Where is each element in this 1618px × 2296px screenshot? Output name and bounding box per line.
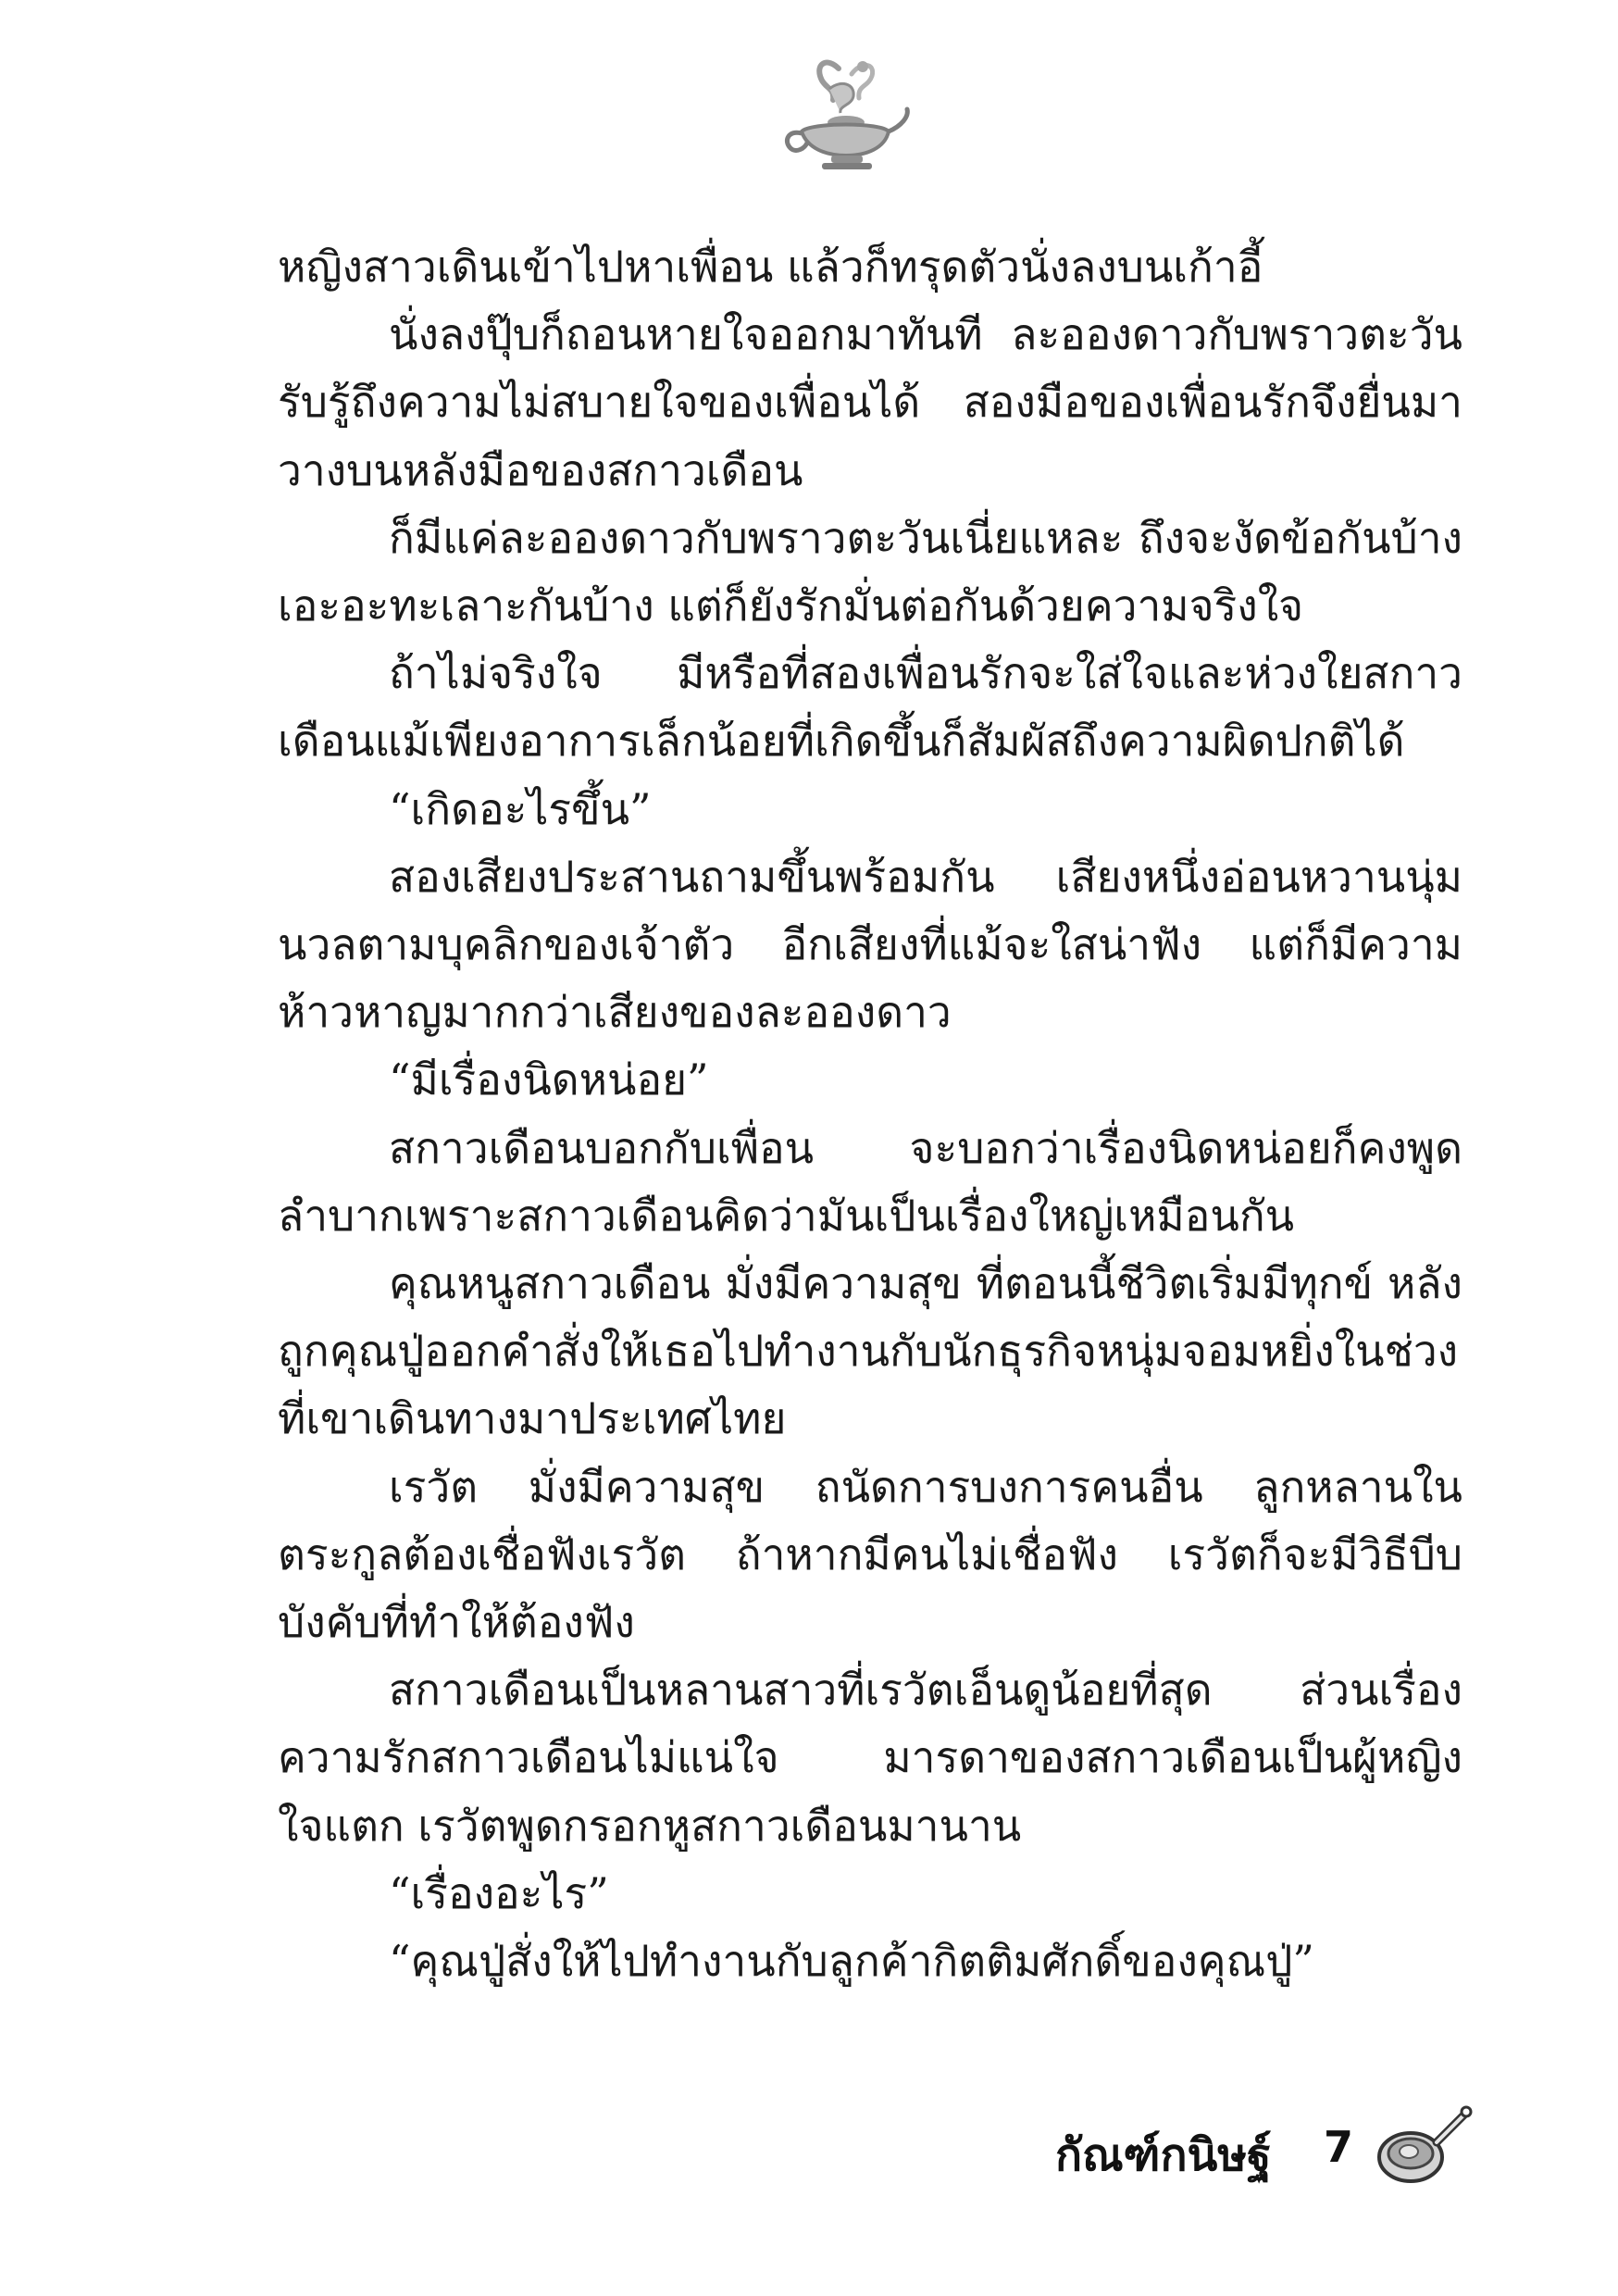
frying-pan-icon: [1372, 2100, 1474, 2192]
paragraph: ถ้าไม่จริงใจ มีหรือที่สองเพื่อนรักจะใส่ใจและห่วงใยสกาวเดือนแม้เพียงอาการเล็กน้อยที่เกิดขึ้นก็สัมผัสถึงความผิดปกติได้: [278, 648, 1462, 767]
paragraph: ก็มีแค่ละอองดาวกับพราวตะวันเนี่ยแหละ ถึงจะงัดข้อกันบ้างเอะอะทะเลาะกันบ้าง แต่ก็ยังรักมั่นต่อกันด้วยความจริงใจ: [278, 512, 1462, 631]
paragraph: คุณหนูสกาวเดือน มั่งมีความสุข ที่ตอนนี้ชีวิตเริ่มมีทุกข์ หลังถูกคุณปู่ออกคำสั่งให้เธอไปทำงานกับนักธุรกิจหนุ่มจอมหยิ่งในช่วงที่เขาเดินทางมาประเทศไทย: [278, 1258, 1462, 1444]
dialogue-line: “มีเรื่องนิดหน่อย”: [389, 1054, 709, 1105]
body-text: [278, 233, 1462, 1995]
dialogue-line: “เรื่องอะไร”: [389, 1867, 609, 1918]
paragraph: สกาวเดือนเป็นหลานสาวที่เรวัตเอ็นดูน้อยที่สุด ส่วนเรื่องความรักสกาวเดือนไม่แน่ใจ มารดาของสกาวเดือนเป็นผู้หญิงใจแตก เรวัตพูดกรอกหูสกาวเดือนมานาน: [278, 1665, 1462, 1851]
page-number: 7: [1324, 2122, 1354, 2172]
dialogue-line: “เกิดอะไรขึ้น”: [389, 783, 652, 834]
paragraph: สองเสียงประสานถามขึ้นพร้อมกัน เสียงหนึ่งอ่อนหวานนุ่มนวลตามบุคลิกของเจ้าตัว อีกเสียงที่แม้จะใสน่าฟัง แต่ก็มีความห้าวหาญมากกว่าเสียงของละอองดาว: [278, 851, 1462, 1038]
paragraph: เรวัต มั่งมีความสุข ถนัดการบงการคนอื่น ลูกหลานในตระกูลต้องเชื่อฟังเรวัต ถ้าหากมีคนไม่เชื่อฟัง เรวัตก็จะมีวิธีบีบบังคับที่ทำให้ต้องฟัง: [278, 1461, 1462, 1648]
author-name: กัณฑ์กนิษฐ์: [1055, 2129, 1272, 2181]
dialogue-line: “คุณปู่สั่งให้ไปทำงานกับลูกค้ากิตติมศักดิ์ของคุณปู่”: [389, 1936, 1314, 1987]
page-footer: [1037, 2100, 1481, 2202]
paragraph: นั่งลงปุ๊บก็ถอนหายใจออกมาทันที ละอองดาวกับพราวตะวันรับรู้ถึงความไม่สบายใจของเพื่อนได้ สองมือของเพื่อนรักจึงยื่นมาวางบนหลังมือของสกาวเดือน: [278, 309, 1462, 495]
paragraph: สกาวเดือนบอกกับเพื่อน จะบอกว่าเรื่องนิดหน่อยก็คงพูดลำบากเพราะสกาวเดือนคิดว่ามันเป็นเรื่องใหญ่เหมือนกัน: [278, 1122, 1462, 1241]
genie-lamp-icon: [774, 52, 913, 172]
paragraph: หญิงสาวเดินเข้าไปหาเพื่อน แล้วก็ทรุดตัวนั่งลงบนเก้าอี้: [278, 242, 1263, 292]
